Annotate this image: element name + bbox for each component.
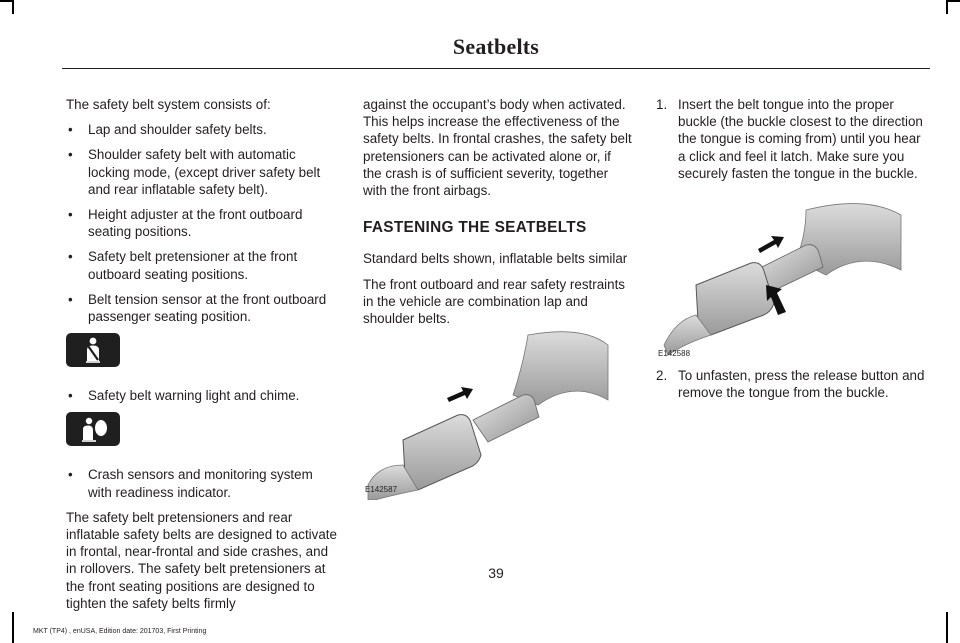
list-item: • Lap and shoulder safety belts. <box>66 121 338 138</box>
component-list <box>66 121 338 325</box>
section-heading: FASTENING THE SEATBELTS <box>363 219 587 237</box>
crop-mark <box>12 0 14 14</box>
airbag-warning-icon <box>66 412 120 446</box>
list-item <box>656 96 928 182</box>
list-item <box>656 367 928 401</box>
pretensioner-paragraph: The safety belt pretensioners and rear inflatable safety belts are designed to activate in frontal, near-frontal and side crashes, and in rollovers. The safety belt pretensioners at the front seating positions are designed to tighten the safety belts firmly <box>66 509 337 611</box>
list-item: • Shoulder safety belt with automatic locking mode, (except driver safety belt and rear inflatable safety belt). <box>66 146 338 198</box>
crop-mark <box>946 0 948 14</box>
step-number: 2. <box>656 368 668 383</box>
continuation-paragraph: against the occupant’s body when activated. This helps increase the effectiveness of the safety belts. In frontal crashes, the safety belt pretensioners can be activated alone or, if the crash is of sufficient severity, together with the front airbags. <box>363 97 632 199</box>
column-right <box>656 96 928 190</box>
fastening-steps <box>656 96 928 182</box>
unfastening-steps <box>656 367 928 401</box>
standard-belts-note: Standard belts shown, inflatable belts similar <box>363 251 628 267</box>
crop-mark <box>946 0 960 2</box>
column-left <box>66 96 338 620</box>
figure-code: E142587 <box>365 485 398 494</box>
belt-latch-figure <box>656 185 928 360</box>
list-item: • Crash sensors and monitoring system with readiness indicator. <box>66 466 338 500</box>
intro-text: The safety belt system consists of: <box>66 97 271 112</box>
list-item: • Safety belt warning light and chime. <box>66 387 338 404</box>
list-item: • Safety belt pretensioner at the front outboard seating positions. <box>66 248 338 282</box>
restraints-paragraph: The front outboard and rear safety restraints in the vehicle are combination lap and shoulder belts. <box>363 276 626 327</box>
crash-sensor-list <box>66 466 338 500</box>
seatbelt-warning-icon <box>66 333 120 367</box>
step-text: Insert the belt tongue into the proper buckle (the buckle closest to the direction the tongue is coming from) until you hear a click and feel it latch. Make sure you securely fasten the tongue in the buckle. <box>678 97 923 181</box>
footer-edition: MKT (TP4) , enUSA, Edition date: 201703, First Printing <box>33 628 207 635</box>
figure-code: E142588 <box>658 349 691 358</box>
page-title: Seatbelts <box>452 34 540 59</box>
belt-insert-figure <box>363 325 633 500</box>
step-number: 1. <box>656 97 668 112</box>
page-number: 39 <box>488 565 504 581</box>
list-item: • Height adjuster at the front outboard seating positions. <box>66 206 338 240</box>
list-item: • Belt tension sensor at the front outboard passenger seating position. <box>66 291 338 325</box>
column-middle <box>363 96 633 335</box>
header-divider <box>62 68 930 69</box>
column-right-lower <box>656 367 928 409</box>
step-text: To unfasten, press the release button and remove the tongue from the buckle. <box>678 368 925 401</box>
crop-mark <box>946 612 948 643</box>
warning-light-list <box>66 387 338 404</box>
crop-mark <box>12 612 14 643</box>
